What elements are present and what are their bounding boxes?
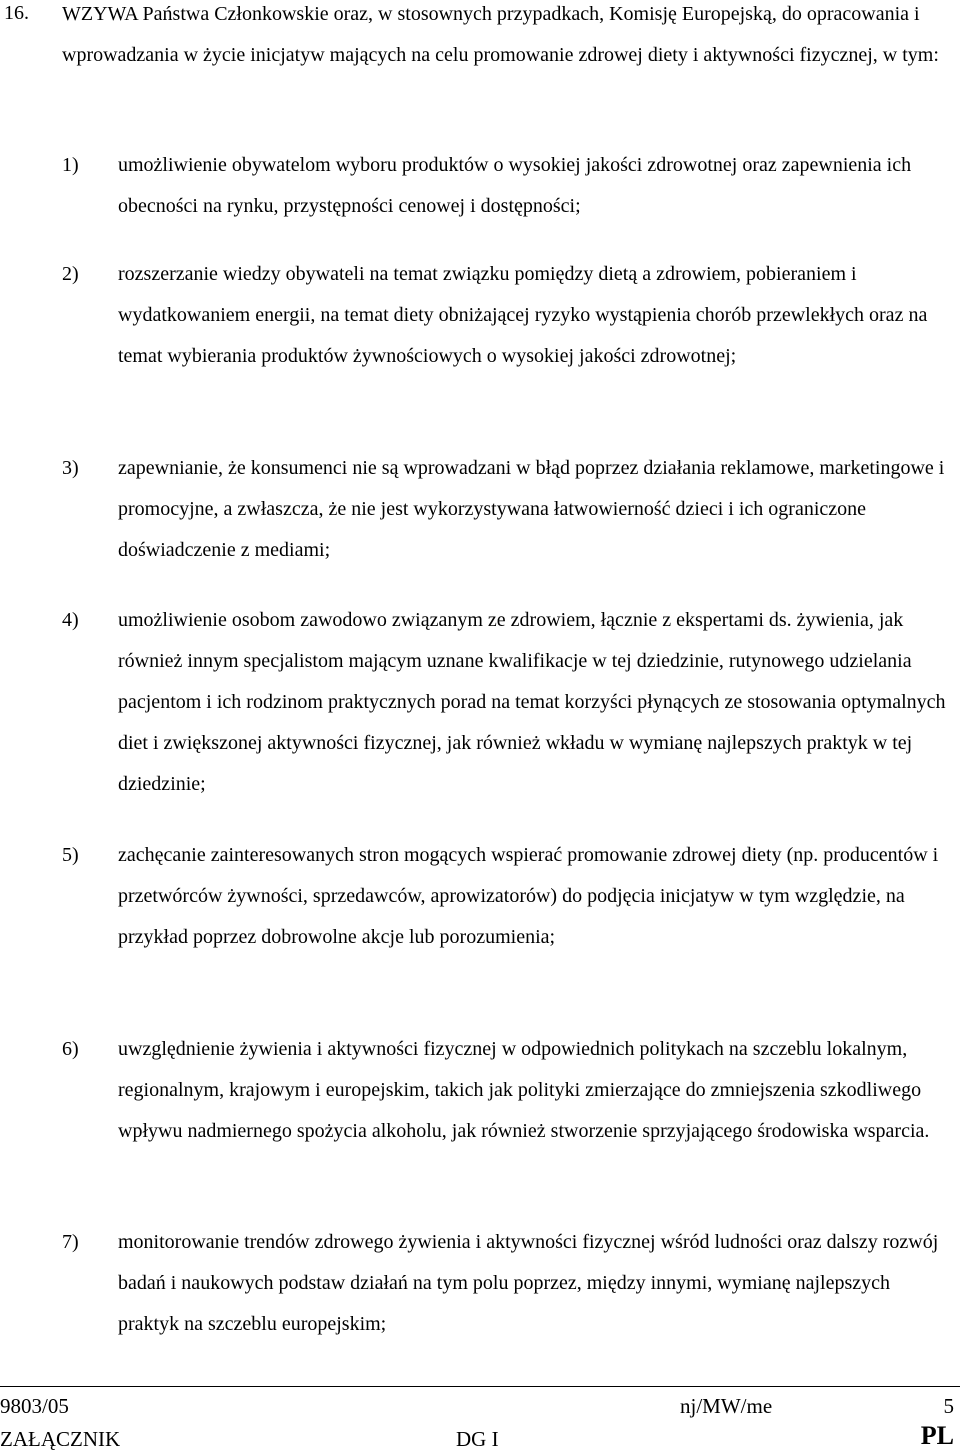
list-item-text: monitorowanie trendów zdrowego żywienia i aktywności fizycznej wśród ludności oraz dalszy rozwój badań i naukowych podstaw działań na tym polu poprzez, między innymi, wymianę najlepszych praktyk na szczeblu europejskim; [118, 1231, 939, 1335]
footer-rule [0, 1386, 960, 1387]
list-item-text: zapewnianie, że konsumenci nie są wprowadzani w błąd poprzez działania reklamowe, marketingowe i promocyjne, a zwłaszcza, że nie jest wykorzystywana łatwowierność dzieci i ich ograniczone doświadczenie z mediami; [118, 457, 945, 561]
list-item-number: 2) [62, 263, 79, 285]
list-item-number: 7) [62, 1231, 79, 1253]
document-reference: 9803/05 [0, 1394, 69, 1418]
list-item-number: 5) [62, 844, 79, 866]
annex-label: ZAŁĄCZNIK [0, 1427, 121, 1451]
list-item-number: 1) [62, 154, 79, 176]
paragraph-number: 16. [4, 2, 29, 24]
list-item-number: 4) [62, 609, 79, 631]
author-initials: nj/MW/me [680, 1394, 773, 1418]
language-code: PL [920, 1421, 954, 1450]
paragraph-text: WZYWA Państwa Członkowskie oraz, w stosownych przypadkach, Komisję Europejską, do opracowania i wprowadzania w życie inicjatyw mających na celu promowanie zdrowej diety i aktywności fizycznej, w tym: [62, 3, 939, 66]
list-item-text: umożliwienie obywatelom wyboru produktów o wysokiej jakości zdrowotnej oraz zapewnienia ich obecności na rynku, przystępności cenowej i dostępności; [118, 154, 912, 217]
list-item-text: uwzględnienie żywienia i aktywności fizycznej w odpowiednich politykach na szczeblu lokalnym, regionalnym, krajowym i europejskim, takich jak polityki zmierzające do zmniejszenia szkodliwego wpływu nadmiernego spożycia alkoholu, jak również stworzenie sprzyjającego środowiska wsparcia. [118, 1038, 930, 1142]
list-item-text: zachęcanie zainteresowanych stron mogących wspierać promowanie zdrowej diety (np. producentów i przetwórców żywności, sprzedawców, aprowizatorów) do podjęcia inicjatyw w tym względzie, na przykład poprzez dobrowolne akcje lub porozumienia; [118, 844, 939, 948]
list-item-text: rozszerzanie wiedzy obywateli na temat związku pomiędzy dietą a zdrowiem, pobieraniem i wydatkowaniem energii, na temat diety obniżającej ryzyko wystąpienia chorób przewlekłych oraz na temat wybierania produktów żywnościowych o wysokiej jakości zdrowotnej; [118, 263, 928, 367]
list-item-number: 6) [62, 1038, 79, 1060]
directorate-general: DG I [456, 1427, 499, 1451]
list-item-text: umożliwienie osobom zawodowo związanym ze zdrowiem, łącznie z ekspertami ds. żywienia, jak również innym specjalistom mającym uznane kwalifikacje w tej dziedzinie, rutynowego udzielania pacjentom i ich rodzinom praktycznych porad na temat korzyści płynących ze stosowania optymalnych diet i zwiększonej aktywności fizycznej, jak również wkładu w wymianę najlepszych praktyk w tej dziedzinie; [118, 609, 946, 795]
page-number: 5 [943, 1394, 954, 1418]
list-item-number: 3) [62, 457, 79, 479]
